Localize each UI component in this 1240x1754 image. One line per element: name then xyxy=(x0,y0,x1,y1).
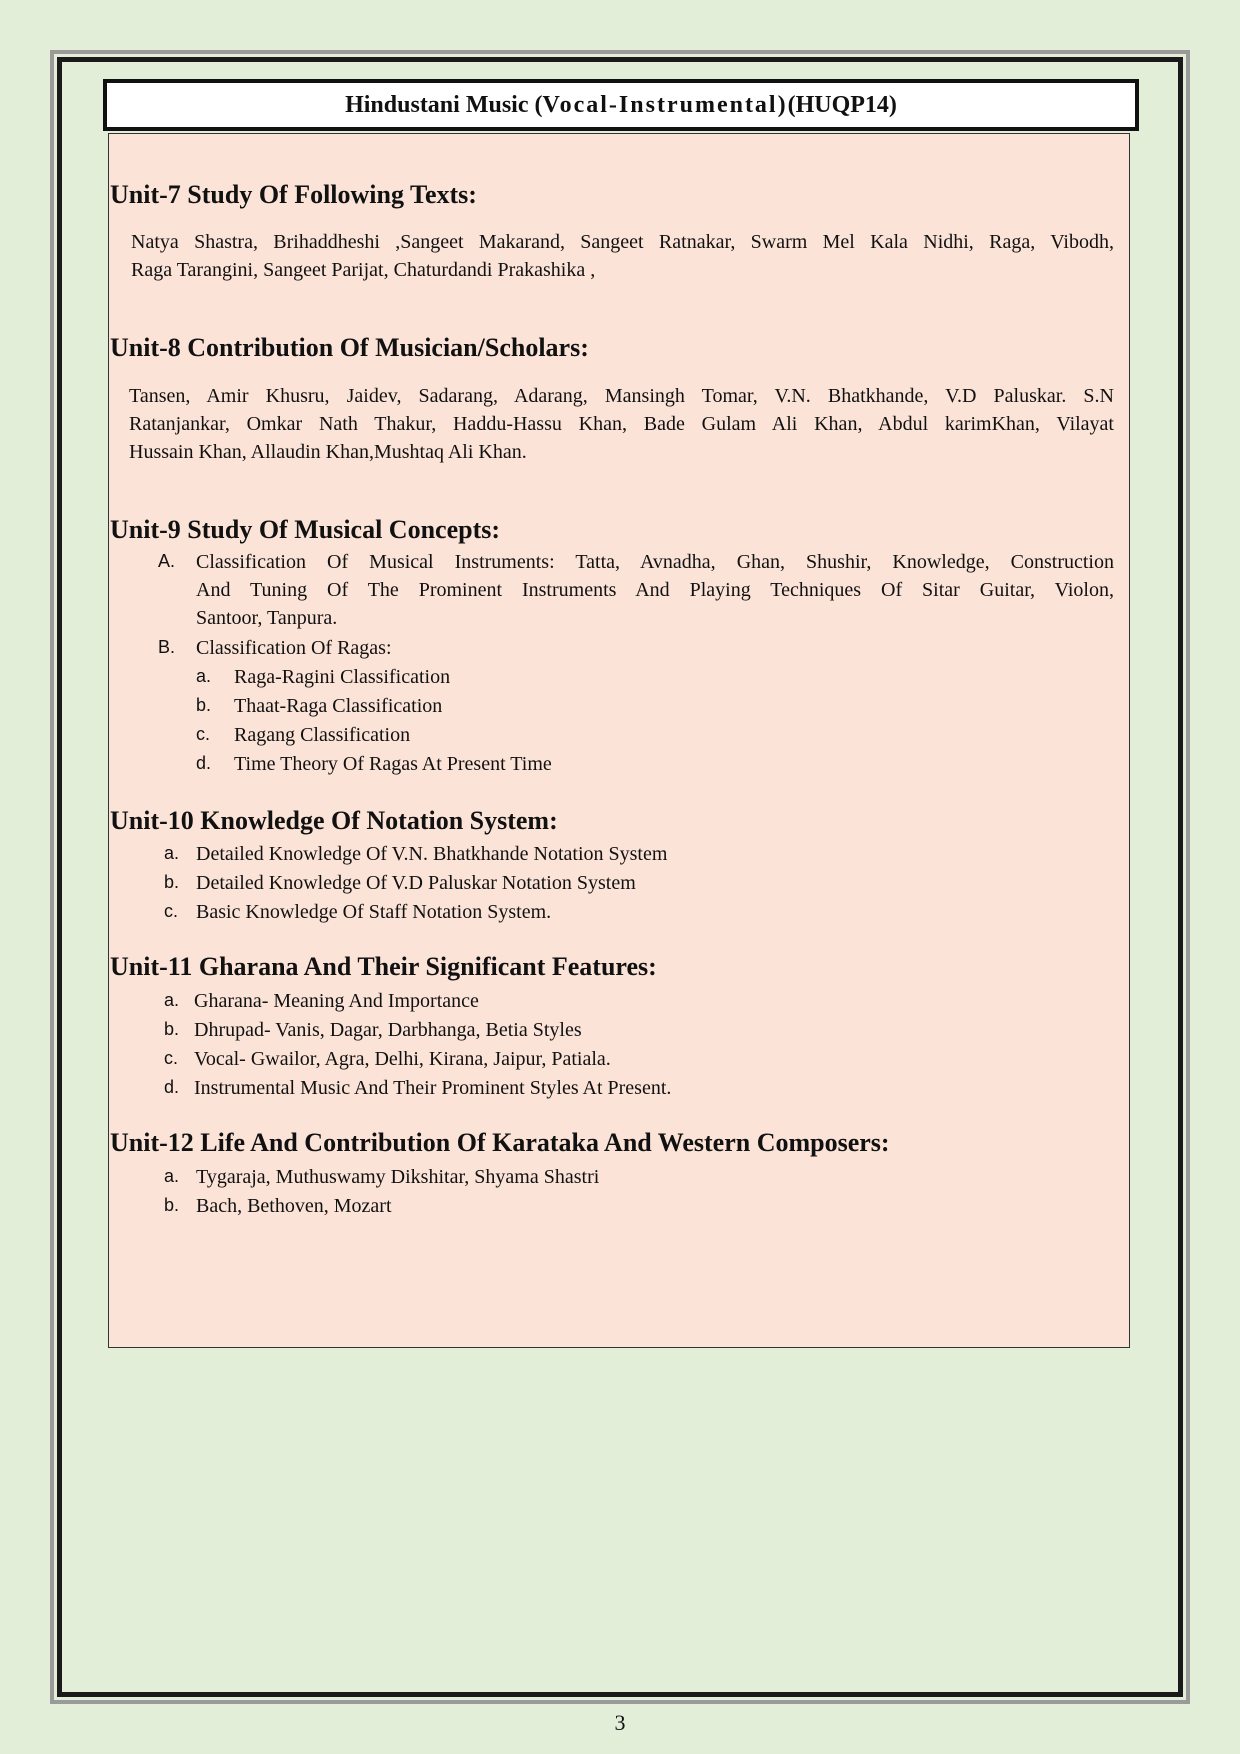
list-marker: b. xyxy=(164,1019,180,1039)
unit-11-item: Instrumental Music And Their Prominent Styles At Present. xyxy=(194,1077,672,1099)
unit-9-item-a xyxy=(196,548,1114,632)
unit-10-heading: Unit-10 Knowledge Of Notation System: xyxy=(110,806,558,835)
unit-9-sub-item: Raga-Ragini Classification xyxy=(234,666,451,688)
list-marker: B. xyxy=(158,637,176,657)
list-marker: d. xyxy=(164,1077,180,1097)
title-part-3: (HUQP14) xyxy=(787,91,897,118)
unit-12-heading: Unit-12 Life And Contribution Of Karataka And Western Composers: xyxy=(110,1128,890,1157)
unit-10-item: Detailed Knowledge Of V.D Paluskar Notation System xyxy=(196,872,636,894)
list-marker: c. xyxy=(164,901,179,921)
unit-9-sub-item: Ragang Classification xyxy=(234,724,411,746)
unit-8-line: Ratanjankar, Omkar Nath Thakur, Haddu-Hassu Khan, Bade Gulam Ali Khan, Abdul karimKhan, Vilayat xyxy=(129,413,1114,435)
list-marker: c. xyxy=(196,724,211,744)
unit-11-heading: Unit-11 Gharana And Their Significant Features: xyxy=(110,952,657,981)
unit-12-item: Tygaraja, Muthuswamy Dikshitar, Shyama Shastri xyxy=(196,1166,600,1188)
unit-9-item-a-line: Santoor, Tanpura. xyxy=(196,607,338,629)
list-marker: c. xyxy=(164,1048,179,1068)
title-part-1: Hindustani Music ( xyxy=(345,91,543,118)
unit-8-text xyxy=(129,382,1114,466)
list-marker: a. xyxy=(164,843,180,863)
unit-11-item: Dhrupad- Vanis, Dagar, Darbhanga, Betia Styles xyxy=(194,1019,582,1041)
unit-7-line: Natya Shastra, Brihaddheshi ,Sangeet Makarand, Sangeet Ratnakar, Swarm Mel Kala Nidhi, Raga, Vibodh, xyxy=(131,231,1114,253)
list-marker: b. xyxy=(196,695,212,715)
unit-7-line: Raga Tarangini, Sangeet Parijat, Chaturdandi Prakashika , xyxy=(131,259,596,281)
unit-8-line: Hussain Khan, Allaudin Khan,Mushtaq Ali Khan. xyxy=(129,441,527,463)
unit-10-item: Basic Knowledge Of Staff Notation System. xyxy=(196,901,552,923)
list-marker: b. xyxy=(164,1195,180,1215)
unit-11-item: Vocal- Gwailor, Agra, Delhi, Kirana, Jaipur, Patiala. xyxy=(194,1048,611,1070)
unit-9-sub-item: Time Theory Of Ragas At Present Time xyxy=(234,753,552,775)
list-marker: A. xyxy=(158,551,176,571)
list-marker: d. xyxy=(196,753,212,773)
list-marker: a. xyxy=(164,990,180,1010)
unit-8-heading: Unit-8 Contribution Of Musician/Scholars: xyxy=(110,333,589,362)
list-marker: a. xyxy=(196,666,212,686)
unit-7-text xyxy=(131,228,1114,284)
unit-8-line: Tansen, Amir Khusru, Jaidev, Sadarang, Adarang, Mansingh Tomar, V.N. Bhatkhande, V.D Paluskar. S.N xyxy=(129,385,1114,407)
unit-9-sub-item: Thaat-Raga Classification xyxy=(234,695,443,717)
unit-9-item-a-line: Classification Of Musical Instruments: Tatta, Avnadha, Ghan, Shushir, Knowledge, Construction xyxy=(196,551,1114,573)
list-marker: a. xyxy=(164,1166,180,1186)
unit-9-item-a-line: And Tuning Of The Prominent Instruments And Playing Techniques Of Sitar Guitar, Violon, xyxy=(196,579,1114,601)
unit-12-item: Bach, Bethoven, Mozart xyxy=(196,1195,392,1217)
document-title xyxy=(103,79,1139,131)
unit-7-heading: Unit-7 Study Of Following Texts: xyxy=(110,180,477,209)
title-part-2: Vocal-Instrumental) xyxy=(542,91,788,118)
unit-10-item: Detailed Knowledge Of V.N. Bhatkhande Notation System xyxy=(196,843,668,865)
list-marker: b. xyxy=(164,872,180,892)
unit-11-item: Gharana- Meaning And Importance xyxy=(194,990,479,1012)
unit-9-heading: Unit-9 Study Of Musical Concepts: xyxy=(110,515,501,544)
unit-9-item-b: Classification Of Ragas: xyxy=(196,637,392,659)
page-number: 3 xyxy=(614,1710,626,1735)
